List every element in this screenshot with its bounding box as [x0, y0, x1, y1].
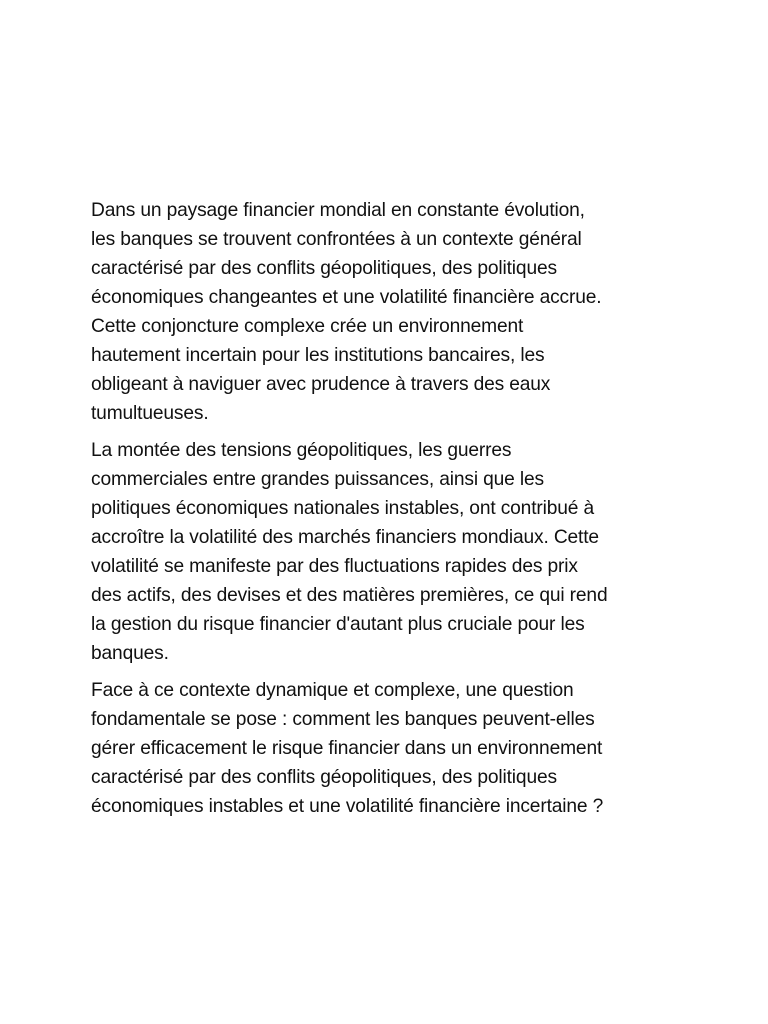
text-line: des actifs, des devises et des matières premières, ce qui rend: [91, 585, 608, 606]
text-line: banques.: [91, 643, 169, 664]
text-line: hautement incertain pour les institutions bancaires, les: [91, 345, 545, 366]
text-line: caractérisé par des conflits géopolitiques, des politiques: [91, 767, 557, 788]
text-line: La montée des tensions géopolitiques, les guerres: [91, 440, 512, 461]
text-line: politiques économiques nationales instables, ont contribué à: [91, 498, 595, 519]
text-line: gérer efficacement le risque financier dans un environnement: [91, 738, 603, 759]
text-line: Cette conjoncture complexe crée un environnement: [91, 316, 524, 337]
text-line: caractérisé par des conflits géopolitiques, des politiques: [91, 258, 557, 279]
text-line: Dans un paysage financier mondial en constante évolution,: [91, 200, 585, 221]
text-line: tumultueuses.: [91, 403, 209, 424]
text-line: les banques se trouvent confrontées à un contexte général: [91, 229, 582, 250]
text-line: économiques instables et une volatilité financière incertaine ?: [91, 796, 604, 817]
paragraph-3: [91, 676, 681, 821]
text-line: économiques changeantes et une volatilité financière accrue.: [91, 287, 602, 308]
text-line: fondamentale se pose : comment les banques peuvent-elles: [91, 709, 595, 730]
paragraph-1: [91, 196, 681, 428]
text-line: Face à ce contexte dynamique et complexe, une question: [91, 680, 574, 701]
paragraph-2: [91, 436, 681, 668]
document-body: [91, 196, 681, 829]
text-line: commerciales entre grandes puissances, ainsi que les: [91, 469, 544, 490]
text-line: volatilité se manifeste par des fluctuations rapides des prix: [91, 556, 578, 577]
text-line: accroître la volatilité des marchés financiers mondiaux. Cette: [91, 527, 599, 548]
text-line: obligeant à naviguer avec prudence à travers des eaux: [91, 374, 551, 395]
text-line: la gestion du risque financier d'autant plus cruciale pour les: [91, 614, 585, 635]
